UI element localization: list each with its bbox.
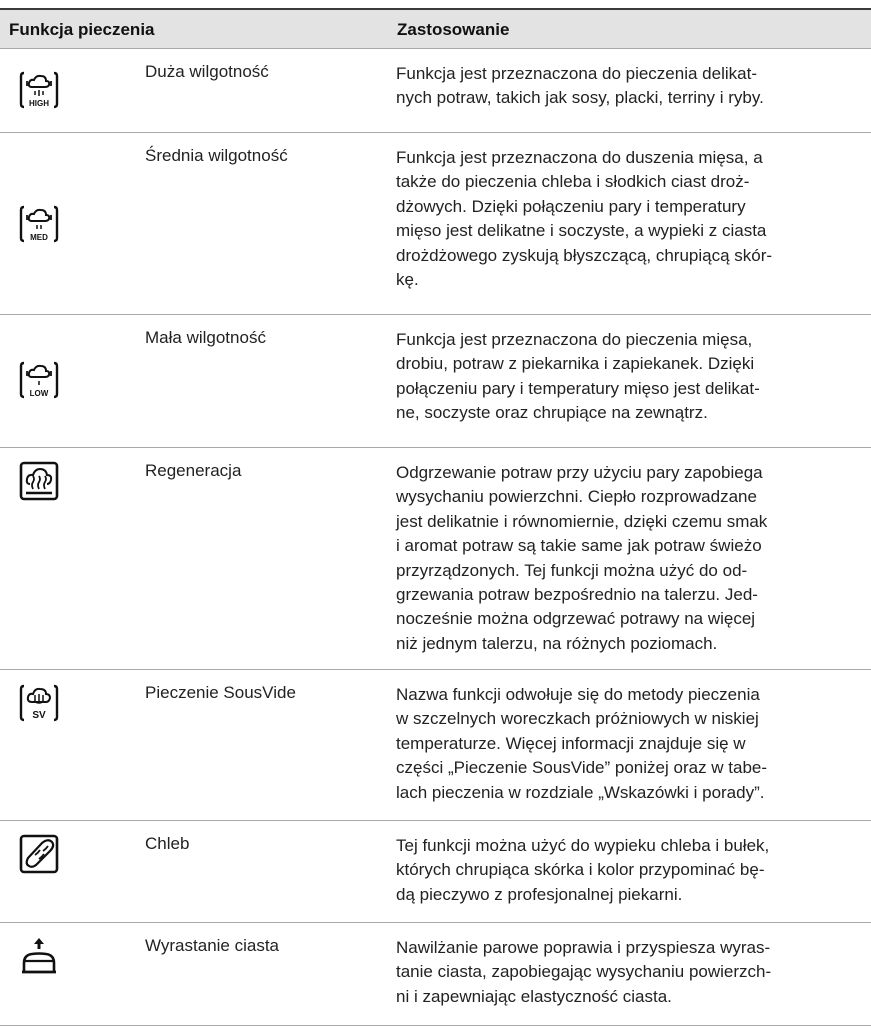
svg-text:SV: SV	[32, 710, 46, 721]
steam-med-icon	[18, 203, 60, 245]
function-description: Odgrzewanie potraw przy użyciu pary zapobiega wysychaniu powierzchni. Ciepło rozprowadzane jest delikatnie i równomiernie, dzięki czemu smak i aromat potraw są takie same jak potraw świeżo przyrządzonych. Tej funkcji można użyć do od- grzewania potraw bezpośrednio na talerzu. Jed- nocześnie można odgrzewać potrawy na więcej niż jednym talerzu, na różnych poziomach.	[396, 463, 768, 653]
function-description: Funkcja jest przeznaczona do pieczenia delikat- nych potraw, takich jak sosy, placki, terriny i ryby.	[396, 64, 764, 108]
table-row	[0, 448, 871, 670]
svg-text:HIGH: HIGH	[29, 99, 49, 108]
header-function: Funkcja pieczenia	[9, 20, 155, 39]
function-name: Średnia wilgotność	[145, 146, 288, 165]
table-row	[0, 821, 871, 923]
steam-low-icon	[18, 359, 60, 401]
function-name: Duża wilgotność	[145, 62, 269, 81]
dough-proving-icon	[18, 935, 60, 977]
table-row	[0, 315, 871, 448]
table-row	[0, 49, 871, 133]
svg-text:LOW: LOW	[29, 389, 49, 398]
function-description: Funkcja jest przeznaczona do pieczenia mięsa, drobiu, potraw z piekarnika i zapiekanek. Dzięki połączeniu pary i temperatury mięso jest delikat- ne, soczyste oraz chrupiące na zewnątrz.	[396, 330, 760, 423]
function-description: Nazwa funkcji odwołuje się do metody pieczenia w szczelnych woreczkach próżniowych w niskiej temperaturze. Więcej informacji znajduje się w części „Pieczenie SousVide” poniżej oraz w tabe- lach pieczenia w rozdziale „Wskazówki i porady”.	[396, 685, 768, 802]
sous-vide-icon	[18, 682, 60, 724]
svg-text:MED: MED	[30, 233, 48, 242]
function-description: Tej funkcji można użyć do wypieku chleba i bułek, których chrupiąca skórka i kolor przypominać bę- dą pieczywo z profesjonalnej piekarni.	[396, 836, 770, 904]
bread-icon	[18, 833, 60, 875]
function-name: Pieczenie SousVide	[145, 683, 296, 702]
function-name: Mała wilgotność	[145, 328, 266, 347]
steam-high-icon	[18, 69, 60, 111]
table-row	[0, 133, 871, 315]
function-name: Regeneracja	[145, 461, 242, 480]
header-usage: Zastosowanie	[397, 20, 510, 39]
function-description: Nawilżanie parowe poprawia i przyspiesza wyras- tanie ciasta, zapobiegając wysychaniu powierzch- ni i zapewniając elastyczność ciasta.	[396, 938, 772, 1006]
table-row	[0, 670, 871, 821]
regeneration-icon	[18, 460, 60, 502]
table-row	[0, 923, 871, 1026]
function-name: Chleb	[145, 834, 190, 853]
function-name: Wyrastanie ciasta	[145, 936, 280, 955]
functions-table	[0, 8, 871, 1026]
table-header	[0, 10, 871, 49]
function-description: Funkcja jest przeznaczona do duszenia mięsa, a także do pieczenia chleba i słodkich ciast droż- dżowych. Dzięki połączeniu pary i temperatury mięso jest delikatne i soczyste, a wypieki z ciasta drożdżowego zyskują błyszczącą, chrupiącą skór- kę.	[396, 148, 773, 290]
